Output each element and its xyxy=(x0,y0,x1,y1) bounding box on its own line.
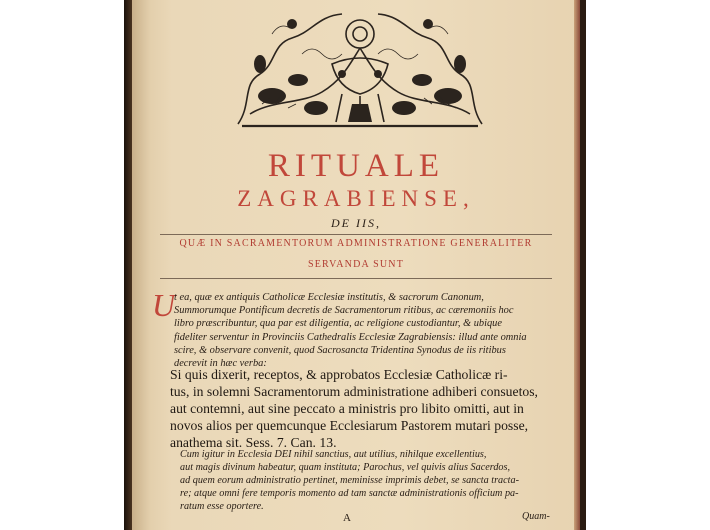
text-line: Summorumque Pontificum decretis de Sacramentorum ritibus, ac cæremoniis hoc xyxy=(174,305,514,317)
text-line: Si quis dixerit, receptos, & approbatos Ecclesiæ Catholicæ ri- xyxy=(170,367,508,382)
text-line: aut magis divinum habeatur, quam instituta; Parochus, vel quivis alius Sacerdos, xyxy=(180,462,511,473)
book-page xyxy=(132,0,580,530)
text-line: anathema sit. Sess. 7. Can. 13. xyxy=(170,435,337,450)
section-heading-line2: SERVANDA SUNT xyxy=(307,259,405,270)
book-title: RITUALE xyxy=(267,148,445,184)
drop-capital: U xyxy=(152,287,176,323)
signature-mark: A xyxy=(343,512,351,524)
text-line: tus, in solemni Sacramentorum administratione adhiberi consuetos, xyxy=(170,384,538,399)
text-line: libro præscribuntur, qua par est diligentia, ac religione custodiantur, & ubique xyxy=(174,318,502,330)
engraved-headpiece-ornament xyxy=(232,4,488,130)
paragraph-introduction xyxy=(174,291,570,370)
text-line: aut contemni, aut sine peccato a ministris pro libito omitti, aut in xyxy=(170,401,524,416)
page-edge xyxy=(574,0,580,530)
book-photo xyxy=(124,0,586,530)
heading-rule-top xyxy=(160,234,552,235)
paragraph-exhortation xyxy=(180,448,570,513)
text-line: Cum igitur in Ecclesia DEI nihil sanctius, aut utilius, nihilque excellentius, xyxy=(180,449,487,460)
text-line: ratum esse oportere. xyxy=(180,501,264,512)
text-line: ad quem eorum administratio pertinet, meminisse imprimis debet, se sancta tracta- xyxy=(180,475,519,486)
paragraph-council-canon xyxy=(170,366,570,451)
text-line: re; atque omni fere temporis momento ad tam sanctæ administrationis officium pa- xyxy=(180,488,519,499)
text-line: fideliter serventur in Provinciis Cathedralis Ecclesiæ Zagrabiensis: illud ante omnia xyxy=(174,331,527,343)
text-line: decrevit in hæc verba: xyxy=(174,358,267,370)
text-line: novos alios per quemcunque Ecclesiarum Pastorem mutari posse, xyxy=(170,418,529,433)
text-line: t ea, quæ ex antiquis Catholicæ Ecclesiæ institutis, & sacrorum Canonum, xyxy=(174,292,484,303)
book-gutter xyxy=(124,0,132,530)
section-heading-line1: QUÆ IN SACRAMENTORUM ADMINISTRATIONE GENERALITER xyxy=(179,238,533,249)
heading-rule-bottom xyxy=(160,278,552,279)
text-line: scire, & observare convenit, quod Sacrosancta Tridentina Synodus de iis ritibus xyxy=(174,344,506,356)
book-subtitle: ZAGRABIENSE, xyxy=(237,186,475,211)
de-iis-heading: DE IIS, xyxy=(331,216,381,230)
catchword: Quam- xyxy=(522,511,550,522)
